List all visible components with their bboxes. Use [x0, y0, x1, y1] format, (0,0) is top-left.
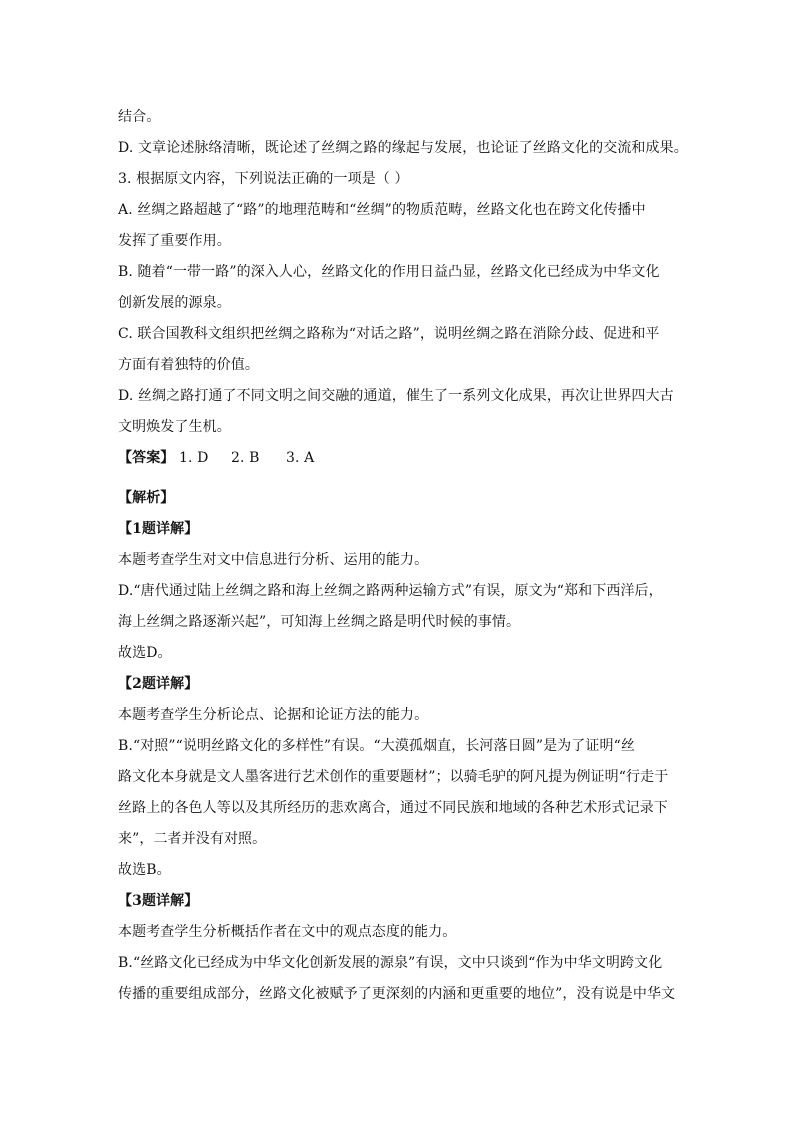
analysis-heading: 【解析】: [118, 490, 175, 506]
q3-heading: 【3题详解】: [118, 893, 199, 909]
option-c-line-1: C. 联合国教科文组织把丝绸之路称为“对话之路”，说明丝绸之路在消除分歧、促进和平: [118, 326, 660, 342]
page-content: [118, 102, 688, 1010]
answer-line: [118, 443, 684, 474]
question-3-stem: 3. 根据原文内容，下列说法正确的一项是（ ）: [118, 171, 409, 187]
q1-heading: 【1题详解】: [118, 521, 199, 537]
q2-text-2: B.“对照”“说明丝路文化的多样性”有误。“大漠孤烟直，长河落日圆”是为了证明“丝: [118, 738, 635, 754]
spacer: [118, 474, 684, 483]
text-line: 结合。: [118, 109, 161, 125]
option-a-line-2: 发挥了重要作用。: [118, 233, 231, 249]
option-a-line-1: A. 丝绸之路超越了“路”的地理范畴和“丝绸”的物质范畴，丝路文化也在跨文化传播中: [118, 202, 646, 218]
q3-text-2: B.“丝路文化已经成为中华文化创新发展的源泉”有误，文中只谈到“作为中华文明跨文化: [118, 955, 663, 971]
q1-text-2: D.“唐代通过陆上丝绸之路和海上丝绸之路两种运输方式”有误，原文为“郑和下西洋后，: [118, 583, 663, 599]
option-d-line-2: 文明焕发了生机。: [118, 419, 231, 435]
q2-conclusion: 故选B。: [118, 862, 171, 878]
q3-text-1: 本题考查学生分析概括作者在文中的观点态度的能力。: [118, 924, 457, 940]
option-d-line-1: D. 丝绸之路打通了不同文明之间交融的通道，催生了一系列文化成果，再次让世界四大古: [118, 388, 674, 404]
q2-heading: 【2题详解】: [118, 676, 199, 692]
q2-text-1: 本题考查学生分析论点、论据和论证方法的能力。: [118, 707, 429, 723]
answer-2: 2. B: [230, 450, 260, 466]
option-d-line: D. 文章论述脉络清晰，既论述了丝绸之路的缘起与发展，也论证了丝路文化的交流和成果。: [118, 140, 688, 156]
q2-text-3: 路文化本身就是文人墨客进行艺术创作的重要题材”；以骑毛驴的阿凡提为例证明“行走于: [118, 769, 669, 785]
option-b-line-2: 创新发展的源泉。: [118, 295, 231, 311]
q1-text-3: 海上丝绸之路逐渐兴起”，可知海上丝绸之路是明代时候的事情。: [118, 614, 521, 630]
q3-text-3: 传播的重要组成部分，丝路文化被赋予了更深刻的内涵和更重要的地位”，没有说是中华文: [118, 986, 676, 1002]
answer-1: 1. D: [178, 450, 209, 466]
q1-text-1: 本题考查学生对文中信息进行分析、运用的能力。: [118, 552, 429, 568]
option-b-line-1: B. 随着“一带一路”的深入人心，丝路文化的作用日益凸显，丝路文化已经成为中华文化: [118, 264, 660, 280]
option-c-line-2: 方面有着独特的价值。: [118, 357, 259, 373]
answer-3: 3. A: [286, 450, 315, 466]
q2-text-5: 来”，二者并没有对照。: [118, 831, 267, 847]
q2-text-4: 丝路上的各色人等以及其所经历的悲欢离合，通过不同民族和地域的各种艺术形式记录下: [118, 800, 668, 816]
q1-conclusion: 故选D。: [118, 645, 172, 661]
answer-label: 【答案】: [118, 450, 175, 466]
